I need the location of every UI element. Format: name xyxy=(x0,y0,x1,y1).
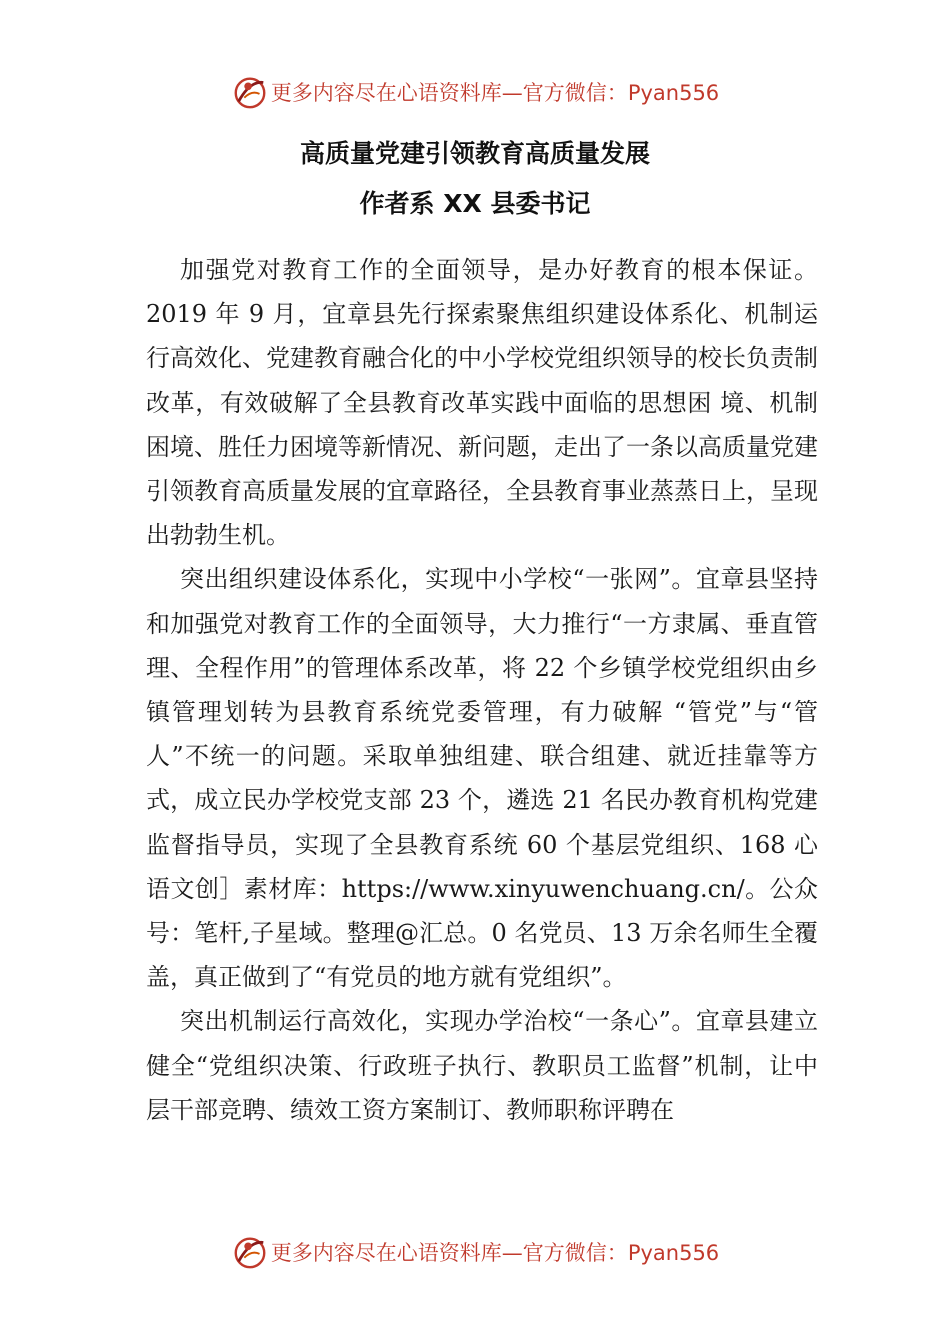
banner-text: 更多内容尽在心语资料库—官方微信：Pyan556 xyxy=(270,81,720,105)
banner-text: 更多内容尽在心语资料库—官方微信：Pyan556 xyxy=(270,1241,720,1265)
paragraph-3: 突出机制运行高效化，实现办学治校“一条心”。宜章县建立健全“党组织决策、行政班子执行、教职员工监督”机制，让中层干部竞聘、绩效工资方案制订、教师职称评聘在 xyxy=(146,1007,818,1124)
document-title: 高质量党建引领教育高质量发展 xyxy=(299,139,650,168)
paragraph-2: 突出组织建设体系化，实现中小学校“一张网”。宜章县坚持和加强党对教育工作的全面领导，大力推行“一方隶属、垂直管理、全程作用”的管理体系改革，将 22 个乡镇学校党组织由乡镇管理划转为县教育系统党委管理，有力破解 “管党”与“管人”不统一的问题。采取单独组建、联合组建、就近挂靠等方式，成立民办学校党支部 23 个，遴选 21 名民办教育机构党建监督指导员，实现了全县教育系统 60 个基层党组织、168 心语文创］素材库：https://www.xinyuwenchuang.cn/。公众号：笔杆,子星域。整理@汇总。0 名党员、13 万余名师生全覆盖，真正做到了“有党员的地方就有党组织”。 xyxy=(146,565,818,992)
document-subtitle: 作者系 XX 县委书记 xyxy=(359,189,591,218)
wechat-id: Pyan556 xyxy=(627,1241,720,1265)
logo-icon xyxy=(231,73,269,111)
document-body xyxy=(146,248,818,1132)
wechat-id: Pyan556 xyxy=(627,81,720,105)
header-banner xyxy=(0,72,950,112)
logo-icon xyxy=(231,1233,269,1271)
paragraph-1: 加强党对教育工作的全面领导，是办好教育的根本保证。2019 年 9 月，宜章县先行探索聚焦组织建设体系化、机制运行高效化、党建教育融合化的中小学校党组织领导的校长负责制改革，有效破解了全县教育改革实践中面临的思想困 境、机制困境、胜任力困境等新情况、新问题，走出了一条以高质量党建引领教育高质量发展的宜章路径，全县教育事业蒸蒸日上，呈现出勃勃生机。 xyxy=(146,256,818,550)
footer-banner xyxy=(0,1232,950,1272)
